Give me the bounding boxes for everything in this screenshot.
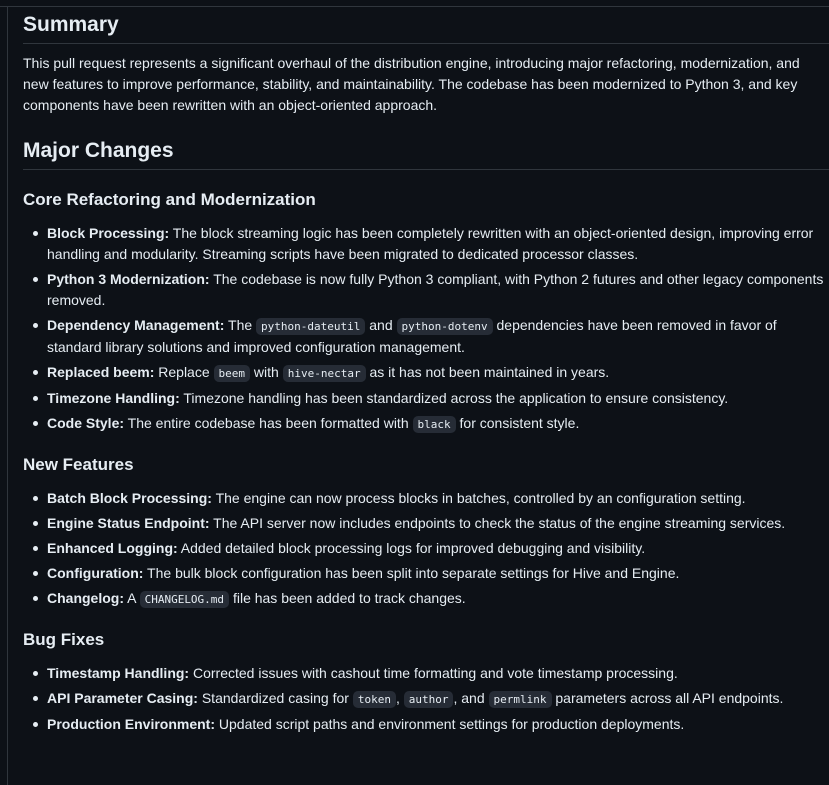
item-text: with	[250, 364, 283, 380]
item-text: The	[224, 317, 257, 333]
item-label: Python 3 Modernization:	[47, 271, 210, 287]
markdown-body	[23, 10, 829, 739]
inline-code: hive-nectar	[283, 365, 366, 382]
section-heading: New Features	[23, 455, 134, 474]
item-label: Replaced beem:	[47, 364, 155, 380]
item-text: ,	[395, 690, 404, 706]
item-text: A	[124, 590, 140, 606]
item-text: and	[365, 317, 397, 333]
item-label: Production Environment:	[47, 716, 215, 732]
section-heading: Core Refactoring and Modernization	[23, 190, 316, 209]
item-label: Code Style:	[47, 415, 125, 431]
item-text: dependencies have been removed in favor of standard library solutions and improved configuration management.	[47, 317, 777, 355]
list-item	[47, 388, 829, 409]
item-text: Replace	[154, 364, 214, 380]
left-border	[7, 6, 8, 785]
inline-code: author	[404, 691, 454, 708]
inline-code: token	[353, 691, 396, 708]
item-text: Updated script paths and environment settings for production deployments.	[215, 716, 685, 732]
list-item	[47, 315, 829, 358]
list-item	[47, 538, 829, 559]
bullet-list	[23, 223, 829, 435]
item-label: Engine Status Endpoint:	[47, 515, 210, 531]
list-item	[47, 513, 829, 534]
item-text: Added detailed block processing logs for improved debugging and visibility.	[177, 540, 646, 556]
item-label: Dependency Management:	[47, 317, 225, 333]
list-item	[47, 714, 829, 735]
inline-code: python-dotenv	[397, 318, 493, 335]
summary-paragraph: This pull request represents a significant overhaul of the distribution engine, introducing major refactoring, modernization, and new features to improve performance, stability, and maintainability. The codebase has been modernized to Python 3, and key components have been rewritten with an object-oriented approach.	[23, 55, 800, 113]
list-item	[47, 413, 829, 435]
item-text: The bulk block configuration has been split into separate settings for Hive and Engine.	[143, 565, 680, 581]
summary-heading: Summary	[23, 10, 829, 44]
item-text: as it has not been maintained in years.	[365, 364, 610, 380]
list-item	[47, 362, 829, 384]
list-item	[47, 269, 829, 311]
list-item	[47, 223, 829, 265]
inline-code: python-dateutil	[256, 318, 365, 335]
major-changes-heading: Major Changes	[23, 136, 829, 170]
top-divider	[0, 6, 829, 7]
list-item	[47, 688, 829, 710]
item-text: file has been added to track changes.	[229, 590, 466, 606]
item-text: , and	[453, 690, 489, 706]
sections-container	[23, 187, 829, 735]
section-heading: Bug Fixes	[23, 630, 105, 649]
item-label: Timezone Handling:	[47, 390, 180, 406]
bullet-list	[23, 663, 829, 735]
list-item	[47, 588, 829, 610]
item-text: for consistent style.	[455, 415, 580, 431]
item-text: Standardized casing for	[197, 690, 353, 706]
item-label: Block Processing:	[47, 225, 170, 241]
list-item	[47, 563, 829, 584]
item-label: Timestamp Handling:	[47, 665, 190, 681]
item-text: The entire codebase has been formatted with	[124, 415, 413, 431]
item-text: The block streaming logic has been completely rewritten with an object-oriented design, improving error handling and modularity. Streaming scripts have been migrated to dedicated processor classes.	[47, 225, 814, 262]
item-text: The codebase is now fully Python 3 compliant, with Python 2 futures and other legacy components removed.	[47, 271, 824, 308]
item-label: Changelog:	[47, 590, 124, 606]
item-label: Enhanced Logging:	[47, 540, 178, 556]
list-item	[47, 663, 829, 684]
item-text: The API server now includes endpoints to check the status of the engine streaming services.	[209, 515, 786, 531]
inline-code: beem	[214, 365, 251, 382]
item-label: Batch Block Processing:	[47, 490, 212, 506]
item-label: API Parameter Casing:	[47, 690, 198, 706]
inline-code: black	[413, 416, 456, 433]
item-text: Corrected issues with cashout time formatting and vote timestamp processing.	[189, 665, 678, 681]
inline-code: CHANGELOG.md	[140, 591, 229, 608]
inline-code: permlink	[489, 691, 552, 708]
item-text: Timezone handling has been standardized across the application to ensure consistency.	[179, 390, 729, 406]
bullet-list	[23, 488, 829, 610]
item-text: The engine can now process blocks in batches, controlled by an configuration setting.	[211, 490, 746, 506]
item-label: Configuration:	[47, 565, 144, 581]
list-item	[47, 488, 829, 509]
item-text: parameters across all API endpoints.	[551, 690, 784, 706]
